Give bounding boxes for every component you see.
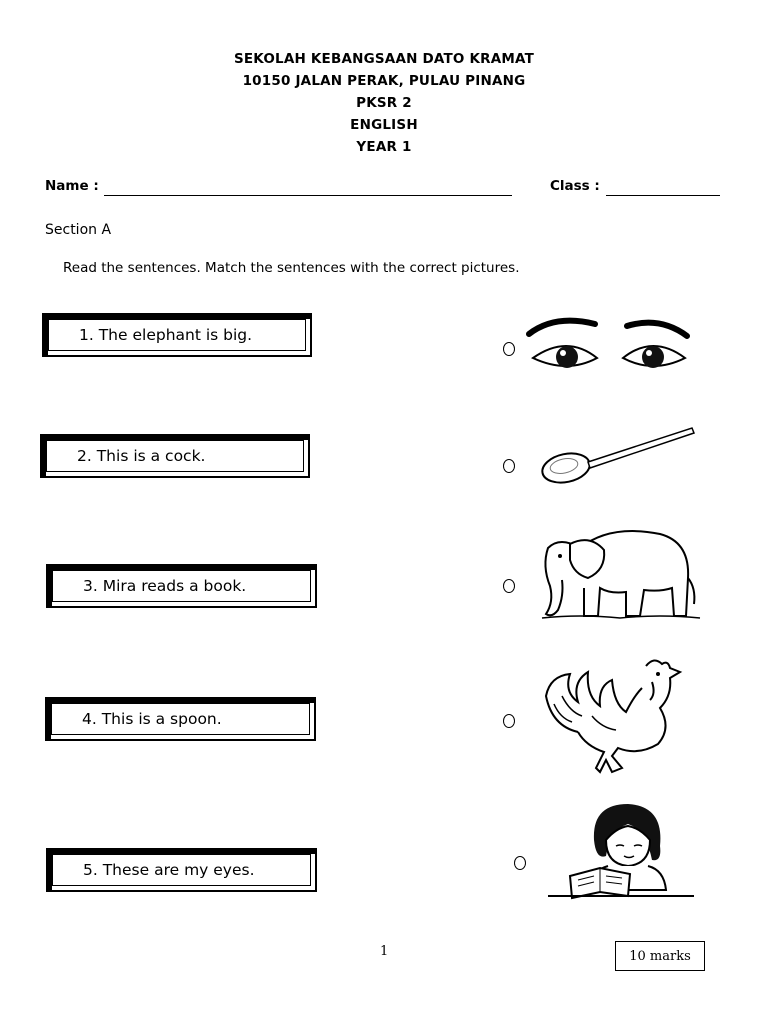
school-address: 10150 JALAN PERAK, PULAU PINANG [242,73,526,89]
sentence-box-3 [46,564,317,608]
sentence-box-1 [42,313,312,357]
name-field[interactable] [104,195,512,196]
sentence-text: 4. This is a spoon. [51,703,310,735]
school-header [0,48,768,158]
match-circle-5[interactable] [514,856,526,870]
exam-name: PKSR 2 [356,95,412,111]
girl-reading-picture [548,800,694,908]
eyes-picture [525,312,695,384]
instruction-text: Read the sentences. Match the sentences with the correct pictures. [63,260,520,276]
match-circle-1[interactable] [503,342,515,356]
class-label: Class : [550,178,600,194]
name-label: Name : [45,178,99,194]
sentence-box-2 [40,434,310,478]
sentence-text: 3. Mira reads a book. [52,570,311,602]
sentence-text: 5. These are my eyes. [52,854,311,886]
sentence-box-5 [46,848,317,892]
rooster-picture [542,656,692,778]
sentence-box-4 [45,697,316,741]
spoon-picture [538,418,698,490]
sentence-text: 1. The elephant is big. [48,319,306,351]
section-title: Section A [45,222,112,238]
elephant-picture [540,518,702,626]
class-field[interactable] [606,195,720,196]
match-circle-3[interactable] [503,579,515,593]
school-name: SEKOLAH KEBANGSAAN DATO KRAMAT [233,51,535,67]
sentence-text: 2. This is a cock. [46,440,304,472]
marks-box: 10 marks [615,941,705,971]
subject-name: ENGLISH [350,117,418,133]
page-number: 1 [380,944,389,959]
match-circle-4[interactable] [503,714,515,728]
year-level: YEAR 1 [356,139,412,155]
match-circle-2[interactable] [503,459,515,473]
